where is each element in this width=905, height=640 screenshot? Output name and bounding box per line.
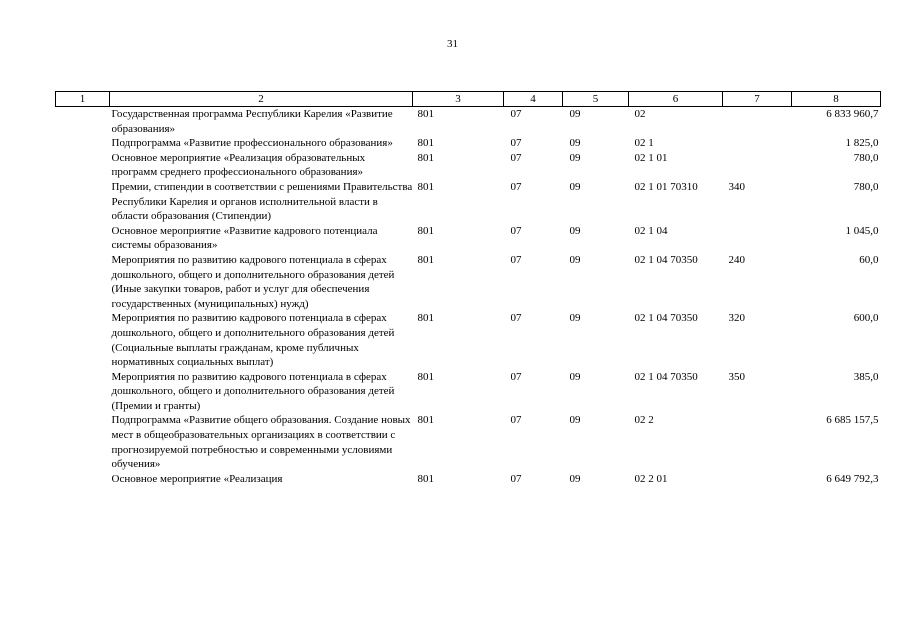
cell-expense-type: 350 <box>728 370 745 383</box>
cell-ministry-code: 801 <box>417 253 434 266</box>
cell-amount: 600,0 <box>853 312 879 325</box>
cell-amount: 60,0 <box>859 253 879 266</box>
cell-ministry-code: 801 <box>417 137 434 150</box>
table-row <box>56 253 881 311</box>
page-number: 31 <box>447 38 458 50</box>
cell-name: Мероприятия по развитию кадрового потенциала в сферах дошкольного, общего и дополнительного образования детей (Иные закупки товаров, работ и услуг для обеспечения государственных (муниципальных) нужд) <box>111 253 395 310</box>
cell-ministry-code: 801 <box>417 180 434 193</box>
header-row <box>56 92 881 107</box>
cell-section: 07 <box>510 180 522 193</box>
table-body <box>56 107 881 487</box>
table-row <box>56 472 881 487</box>
cell-ministry-code: 801 <box>417 370 434 383</box>
cell-target-article: 02 1 01 <box>634 151 668 164</box>
cell-name: Премии, стипендии в соответствии с решениями Правительства Республики Карелия и органов исполнительной власти в области образования (Стипендии) <box>111 180 413 223</box>
cell-target-article: 02 1 04 <box>634 224 668 237</box>
cell-target-article: 02 1 01 70310 <box>634 180 698 193</box>
cell-subsection: 09 <box>569 224 581 237</box>
cell-expense-type <box>723 107 792 137</box>
cell-ministry-code: 801 <box>417 151 434 164</box>
cell-section: 07 <box>510 414 522 427</box>
table-row <box>56 180 881 224</box>
table-row <box>56 311 881 369</box>
cell-col-1 <box>56 370 110 414</box>
cell-ministry-code: 801 <box>417 224 434 237</box>
cell-target-article: 02 2 01 <box>634 472 668 485</box>
cell-col-1 <box>56 151 110 180</box>
cell-section: 07 <box>510 151 522 164</box>
cell-expense-type <box>723 151 792 180</box>
cell-amount: 780,0 <box>853 151 879 164</box>
cell-target-article: 02 1 04 70350 <box>634 370 698 383</box>
cell-section: 07 <box>510 108 522 120</box>
cell-col-1 <box>56 107 110 137</box>
budget-table <box>55 91 881 486</box>
cell-ministry-code: 801 <box>417 108 434 120</box>
cell-amount: 1 825,0 <box>845 137 879 150</box>
table-row <box>56 151 881 180</box>
column-header-8: 8 <box>792 92 881 107</box>
cell-amount: 1 045,0 <box>845 224 879 237</box>
table-row <box>56 224 881 253</box>
cell-amount: 385,0 <box>853 370 879 383</box>
cell-subsection: 09 <box>569 137 581 150</box>
column-header-7: 7 <box>723 92 792 107</box>
cell-subsection: 09 <box>569 108 581 120</box>
cell-col-1 <box>56 224 110 253</box>
cell-ministry-code: 801 <box>417 472 434 485</box>
cell-col-1 <box>56 311 110 369</box>
cell-col-1 <box>56 180 110 224</box>
cell-subsection: 09 <box>569 180 581 193</box>
cell-expense-type: 320 <box>728 312 745 325</box>
cell-target-article: 02 1 <box>634 137 654 150</box>
cell-col-1 <box>56 472 110 487</box>
cell-ministry-code: 801 <box>417 414 434 427</box>
cell-section: 07 <box>510 137 522 150</box>
table-row <box>56 370 881 414</box>
cell-name: Основное мероприятие «Реализация <box>111 472 283 485</box>
cell-name: Государственная программа Республики Карелия «Развитие образования» <box>111 108 393 135</box>
cell-expense-type <box>723 224 792 253</box>
cell-name: Мероприятия по развитию кадрового потенциала в сферах дошкольного, общего и дополнительного образования детей (Социальные выплаты гражданам, кроме публичных нормативных социальных выплат) <box>111 312 395 369</box>
cell-col-1 <box>56 253 110 311</box>
cell-name: Мероприятия по развитию кадрового потенциала в сферах дошкольного, общего и дополнительного образования детей (Премии и гранты) <box>111 370 395 412</box>
cell-subsection: 09 <box>569 370 581 383</box>
cell-amount: 6 833 960,7 <box>826 108 879 120</box>
cell-section: 07 <box>510 370 522 383</box>
cell-expense-type <box>723 472 792 487</box>
cell-subsection: 09 <box>569 472 581 485</box>
cell-target-article: 02 <box>634 108 646 120</box>
column-header-3: 3 <box>413 92 504 107</box>
column-header-6: 6 <box>629 92 723 107</box>
cell-expense-type <box>723 413 792 471</box>
column-header-2: 2 <box>110 92 413 107</box>
cell-subsection: 09 <box>569 151 581 164</box>
cell-col-1 <box>56 136 110 151</box>
cell-target-article: 02 2 <box>634 414 654 427</box>
cell-section: 07 <box>510 312 522 325</box>
cell-subsection: 09 <box>569 414 581 427</box>
table-header <box>56 92 881 107</box>
cell-expense-type: 340 <box>728 180 745 193</box>
column-header-4: 4 <box>504 92 563 107</box>
cell-amount: 6 685 157,5 <box>826 414 879 427</box>
cell-name: Основное мероприятие «Реализация образовательных программ среднего профессионального образования» <box>111 151 366 179</box>
cell-amount: 780,0 <box>853 180 879 193</box>
column-header-5: 5 <box>563 92 629 107</box>
cell-expense-type: 240 <box>728 253 745 266</box>
cell-section: 07 <box>510 472 522 485</box>
cell-expense-type <box>723 136 792 151</box>
cell-subsection: 09 <box>569 253 581 266</box>
cell-target-article: 02 1 04 70350 <box>634 312 698 325</box>
table-row <box>56 107 881 137</box>
cell-ministry-code: 801 <box>417 312 434 325</box>
cell-name: Подпрограмма «Развитие профессионального образования» <box>111 137 393 150</box>
table-row <box>56 413 881 471</box>
cell-section: 07 <box>510 224 522 237</box>
cell-subsection: 09 <box>569 312 581 325</box>
cell-amount: 6 649 792,3 <box>826 472 879 485</box>
cell-name: Подпрограмма «Развитие общего образования. Создание новых мест в общеобразовательных организациях в соответствии с прогнозируемой потребностью и современными условиями обучения» <box>111 414 411 471</box>
cell-col-1 <box>56 413 110 471</box>
cell-name: Основное мероприятие «Развитие кадрового потенциала системы образования» <box>111 224 378 252</box>
cell-section: 07 <box>510 253 522 266</box>
column-header-1: 1 <box>56 92 110 107</box>
table-row <box>56 136 881 151</box>
cell-target-article: 02 1 04 70350 <box>634 253 698 266</box>
